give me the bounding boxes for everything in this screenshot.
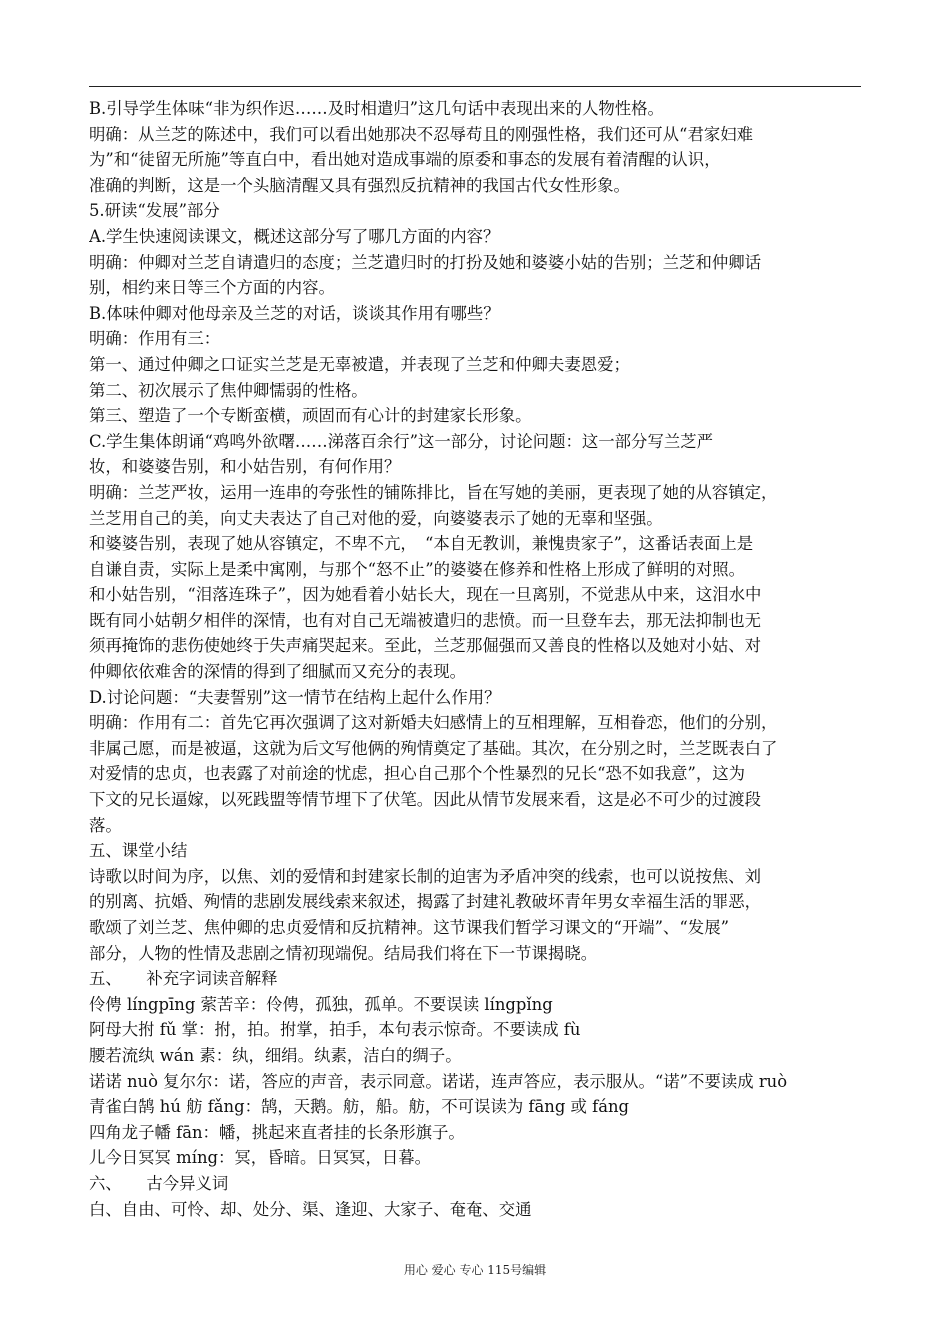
text-line: 非属己愿，而是被逼，这就为后文写他俩的殉情奠定了基础。其次，在分别之时，兰芝既表白了 — [89, 738, 778, 758]
text-line: 第一、通过仲卿之口证实兰芝是无辜被遣，并表现了兰芝和仲卿夫妻恩爱； — [89, 354, 630, 374]
section-heading: 六、 古今异义词 — [89, 1173, 229, 1193]
text-line: 准确的判断，这是一个头脑清醒又具有强烈反抗精神的我国古代女性形象。 — [89, 175, 630, 195]
text-line: 诗歌以时间为序，以焦、刘的爱情和封建家长制的迫害为矛盾冲突的线索，也可以说按焦、刘 — [89, 866, 762, 886]
text-line: 青雀白鹄 hú 舫 fǎng：鹄，天鹅。舫，船。舫，不可误读为 fāng 或 fáng — [89, 1097, 630, 1117]
text-line: 诺诺 nuò 复尔尔：诺，答应的声音，表示同意。诺诺，连声答应，表示服从。“诺”不要读成 ruò — [89, 1071, 788, 1091]
text-line: 明确：作用有三： — [89, 329, 221, 349]
text-line: 第二、初次展示了焦仲卿懦弱的性格。 — [89, 380, 368, 400]
text-line: 为”和“徒留无所施”等直白中，看出她对造成事端的原委和事态的发展有着清醒的认识， — [89, 150, 721, 170]
text-line: 落。 — [89, 815, 122, 835]
document-body — [89, 96, 869, 1222]
text-line: 部分，人物的性情及悲剧之情初现端倪。结局我们将在下一节课揭晓。 — [89, 943, 598, 963]
text-line: 明确：作用有二：首先它再次强调了这对新婚夫妇感情上的互相理解，互相眷恋，他们的分别， — [89, 713, 778, 733]
page-footer: 用心 爱心 专心 115号编辑 — [403, 1263, 547, 1277]
text-line: 和小姑告别，“泪落连珠子”，因为她看着小姑长大，现在一旦离别，不觉悲从中来，这泪水中 — [89, 585, 762, 605]
text-line: 明确：仲卿对兰芝自请遣归的态度；兰芝遣归时的打扮及她和婆婆小姑的告别；兰芝和仲卿话 — [89, 252, 762, 272]
text-line: 阿母大拊 fǔ 掌：拊，拍。拊掌，拍手，本句表示惊奇。不要读成 fù — [89, 1020, 581, 1040]
text-line: 腰若流纨 wán 素：纨，细绢。纨素，洁白的绸子。 — [89, 1045, 462, 1065]
text-line: B.引导学生体味“非为织作迟‥‥‥及时相遣归”这几句话中表现出来的人物性格。 — [89, 99, 664, 118]
text-line: 四角龙子幡 fān：幡，挑起来直者挂的长条形旗子。 — [89, 1122, 465, 1142]
section-heading: 五、 补充字词读音解释 — [89, 969, 278, 989]
text-line: 兰芝用自己的美，向丈夫表达了自己对他的爱，向婆婆表示了她的无辜和坚强。 — [89, 508, 663, 528]
text-line: 下文的兄长逼嫁，以死践盟等情节埋下了伏笔。因此从情节发展来看，这是必不可少的过渡段 — [89, 790, 762, 810]
text-line: 明确：从兰芝的陈述中，我们可以看出她那决不忍辱苟且的刚强性格，我们还可从“君家妇难 — [89, 124, 754, 144]
text-line: 伶俜 língpīng 萦苦辛：伶俜，孤独，孤单。不要误读 língpǐng — [89, 994, 553, 1014]
text-line: D.讨论问题：“夫妻誓别”这一情节在结构上起什么作用？ — [89, 687, 501, 707]
header-rule — [89, 86, 861, 87]
text-line: 妆，和婆婆告别，和小姑告别，有何作用？ — [89, 457, 401, 477]
text-line: 的别离、抗婚、殉情的悲剧发展线索来叙述，揭露了封建礼教破坏青年男女幸福生活的罪恶， — [89, 892, 762, 912]
text-line: 自谦自责，实际上是柔中寓刚，与那个“怒不止”的婆婆在修养和性格上形成了鲜明的对照。 — [89, 559, 745, 579]
text-line: 别，相约来日等三个方面的内容。 — [89, 278, 335, 298]
text-line: A.学生快速阅读课文，概述这部分写了哪几方面的内容？ — [89, 226, 500, 246]
text-line: 儿今日冥冥 míng：冥，昏暗。日冥冥，日暮。 — [89, 1148, 432, 1168]
text-line: 须再掩饰的悲伤使她终于失声痛哭起来。至此，兰芝那倔强而又善良的性格以及她对小姑、对 — [89, 636, 762, 656]
text-line: 白、自由、可怜、却、处分、渠、逢迎、大家子、奄奄、交通 — [89, 1199, 532, 1219]
text-line: 歌颂了刘兰芝、焦仲卿的忠贞爱情和反抗精神。这节课我们暂学习课文的“开端”、“发展” — [89, 918, 729, 937]
text-line: 既有同小姑朝夕相伴的深情，也有对自己无端被遣归的悲愤。而一旦登车去，那无法抑制也无 — [89, 610, 762, 630]
text-line: B.体味仲卿对他母亲及兰芝的对话，谈谈其作用有哪些？ — [89, 303, 500, 323]
text-line: 和婆婆告别，表现了她从容镇定，不卑不亢， “本自无教训，兼愧贵家子”，这番话表面上是 — [89, 534, 754, 554]
section-heading: 5.研读“发展”部分 — [89, 201, 220, 221]
text-line: 第三、塑造了一个专断蛮横，顽固而有心计的封建家长形象。 — [89, 406, 532, 426]
text-line: 仲卿依依难舍的深情的得到了细腻而又充分的表现。 — [89, 662, 466, 682]
text-line: 对爱情的忠贞，也表露了对前途的忧虑，担心自己那个个性暴烈的兄长“恐不如我意”，这为 — [89, 764, 745, 784]
text-line: C.学生集体朗诵“鸡鸣外欲曙‥‥‥涕落百余行”这一部分，讨论问题：这一部分写兰芝严 — [89, 431, 714, 451]
text-line: 明确：兰芝严妆，运用一连串的夸张性的铺陈排比，旨在写她的美丽，更表现了她的从容镇定， — [89, 482, 778, 502]
section-heading: 五、课堂小结 — [89, 841, 188, 861]
